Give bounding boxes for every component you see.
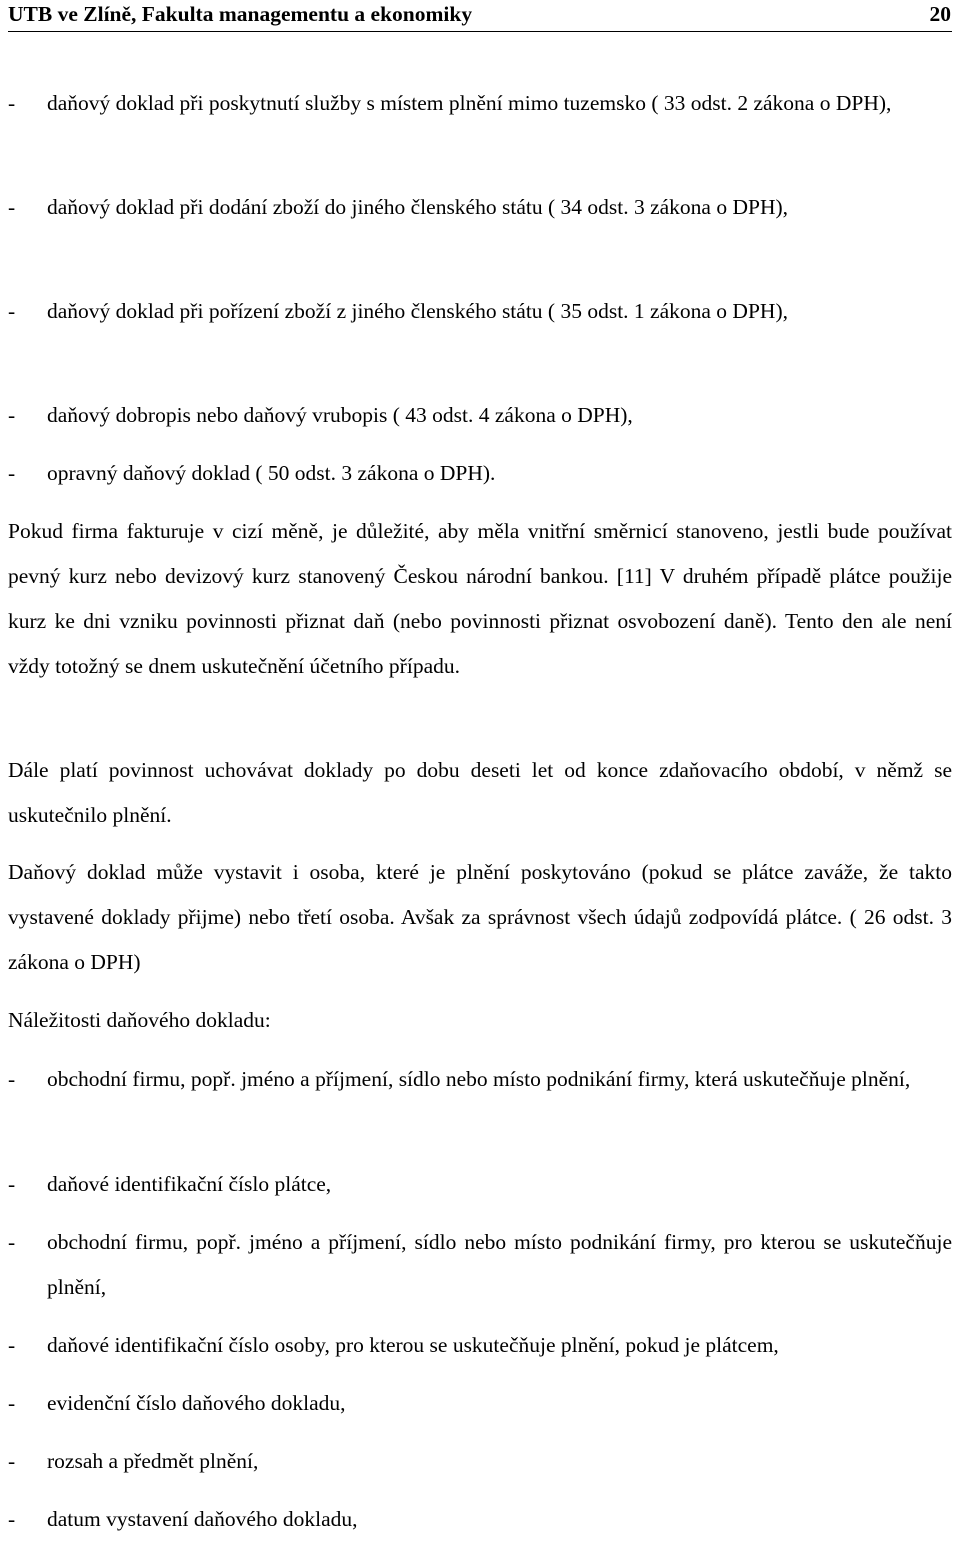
list-dash: - bbox=[8, 91, 16, 115]
page-header bbox=[8, 0, 952, 32]
list-dash: - bbox=[8, 1333, 16, 1357]
list-item-text: daňový doklad při dodání zboží do jiného členského státu ( 34 odst. 3 zákona o DPH), bbox=[47, 195, 789, 219]
list-item-text: daňový doklad při pořízení zboží z jiného členského státu ( 35 odst. 1 zákona o DPH), bbox=[47, 299, 788, 323]
paragraph-retention: Dále platí povinnost uchovávat doklady po dobu deseti let od konce zdaňovacího období, v němž se uskutečnilo plnění. bbox=[8, 758, 952, 827]
list-item bbox=[8, 1162, 952, 1207]
list-item bbox=[8, 1381, 952, 1426]
list-item-text: evidenční číslo daňového dokladu, bbox=[47, 1391, 346, 1415]
list-item-text: obchodní firmu, popř. jméno a příjmení, sídlo nebo místo podnikání firmy, pro kterou se uskutečňuje plnění, bbox=[47, 1230, 952, 1299]
list-item-text: datum vystavení daňového dokladu, bbox=[47, 1507, 358, 1531]
list-item-text: daňové identifikační číslo osoby, pro kterou se uskutečňuje plnění, pokud je plátcem, bbox=[47, 1333, 779, 1357]
list-item bbox=[8, 1323, 952, 1368]
list-item bbox=[8, 1057, 952, 1102]
list-item-text: opravný daňový doklad ( 50 odst. 3 zákona o DPH). bbox=[47, 461, 496, 485]
list-item-text: daňový doklad při poskytnutí služby s místem plnění mimo tuzemsko ( 33 odst. 2 zákona o DPH), bbox=[47, 91, 892, 115]
paragraph-issuer: Daňový doklad může vystavit i osoba, které je plnění poskytováno (pokud se plátce zaváže, že takto vystavené doklady přijme) nebo třetí osoba. Avšak za správnost všech údajů zodpovídá plátce. ( 26 odst. 3 zákona o DPH) bbox=[8, 860, 952, 974]
page-number: 20 bbox=[929, 2, 951, 26]
list-item bbox=[8, 81, 952, 126]
list-dash: - bbox=[8, 1067, 16, 1091]
list-item bbox=[8, 1439, 952, 1484]
list-dash: - bbox=[8, 1391, 16, 1415]
list-dash: - bbox=[8, 461, 16, 485]
paragraph-currency: Pokud firma fakturuje v cizí měně, je důležité, aby měla vnitřní směrnicí stanoveno, jestli bude používat pevný kurz nebo devizový kurz stanovený Českou národní bankou. [11] V druhém případě plátce použije kurz ke dni vzniku povinnosti přiznat daň (nebo povinnosti přiznat osvobození daně). Tento den ale není vždy totožný se dnem uskutečnění účetního případu. bbox=[8, 519, 952, 678]
list-dash: - bbox=[8, 403, 16, 427]
list-dash: - bbox=[8, 195, 16, 219]
list-dash: - bbox=[8, 1230, 16, 1254]
list-item bbox=[8, 289, 952, 334]
list-dash: - bbox=[8, 299, 16, 323]
list-dash: - bbox=[8, 1507, 16, 1531]
header-title: UTB ve Zlíně, Fakulta managementu a ekonomiky bbox=[8, 2, 473, 26]
list-item-text: daňový dobropis nebo daňový vrubopis ( 43 odst. 4 zákona o DPH), bbox=[47, 403, 633, 427]
list-dash: - bbox=[8, 1449, 16, 1473]
list-item bbox=[8, 451, 952, 496]
list-item bbox=[8, 393, 952, 438]
list-item bbox=[8, 1497, 952, 1542]
list-item-text: rozsah a předmět plnění, bbox=[47, 1449, 259, 1473]
section-heading-requirements: Náležitosti daňového dokladu: bbox=[8, 1008, 271, 1032]
list-item bbox=[8, 1220, 952, 1310]
list-dash: - bbox=[8, 1172, 16, 1196]
list-item-text: daňové identifikační číslo plátce, bbox=[47, 1172, 332, 1196]
list-item-text: obchodní firmu, popř. jméno a příjmení, sídlo nebo místo podnikání firmy, která uskutečňuje plnění, bbox=[47, 1067, 911, 1091]
list-item bbox=[8, 185, 952, 230]
